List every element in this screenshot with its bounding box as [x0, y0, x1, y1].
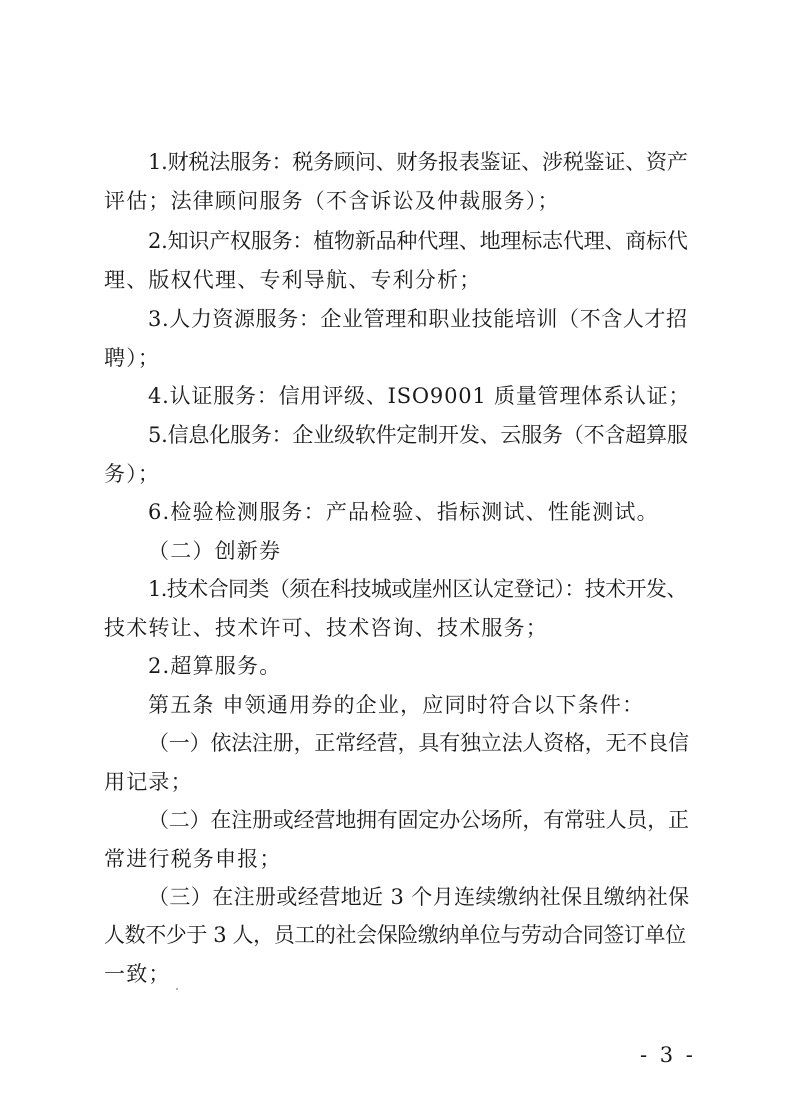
- text-line: 1.财税法服务：税务顾问、财务报表鉴证、涉税鉴证、资产: [148, 150, 688, 174]
- text-line: （二）在注册或经营地拥有固定办公场所，有常驻人员，正: [148, 808, 689, 832]
- text-line: 人数不少于 3 人，员工的社会保险缴纳单位与劳动合同签订单位: [104, 923, 686, 947]
- text-line: 评估；法律顾问服务（不含诉讼及仲裁服务）；: [104, 189, 560, 213]
- text-line: 4.认证服务：信用评级、ISO9001 质量管理体系认证；: [148, 384, 691, 408]
- text-line: （三）在注册或经营地近 3 个月连续缴纳社保且缴纳社保: [148, 885, 690, 909]
- text-line: 5.信息化服务：企业级软件定制开发、云服务（不含超算服: [148, 423, 688, 447]
- text-line: 3.人力资源服务：企业管理和职业技能培训（不含人才招: [148, 307, 688, 331]
- text-line: 理、版权代理、专利导航、专利分析；: [104, 268, 482, 292]
- text-line: （一）依法注册，正常经营，具有独立法人资格，无不良信: [148, 731, 689, 755]
- text-line: 务）；: [104, 462, 161, 486]
- scan-speck: [176, 988, 178, 990]
- article-heading: 第五条 申领通用券的企业，应同时符合以下条件：: [148, 693, 645, 717]
- text-line: 常进行税务申报；: [104, 847, 282, 871]
- text-line: 2.知识产权服务：植物新品种代理、地理标志代理、商标代: [148, 229, 688, 253]
- page-number: - 3 -: [640, 1043, 696, 1067]
- text-line: 技术转让、技术许可、技术咨询、技术服务；: [104, 616, 548, 640]
- text-line: 6.检验检测服务：产品检验、指标测试、性能测试。: [148, 500, 659, 524]
- text-line: 一致；: [104, 962, 171, 986]
- text-line: 聘）；: [104, 346, 161, 370]
- section-heading: （二）创新券: [148, 539, 282, 563]
- text-line: 用记录；: [104, 770, 193, 794]
- text-line: 2.超算服务。: [148, 654, 282, 678]
- text-line: 1.技术合同类（须在科技城或崖州区认定登记）：技术开发、: [148, 577, 687, 601]
